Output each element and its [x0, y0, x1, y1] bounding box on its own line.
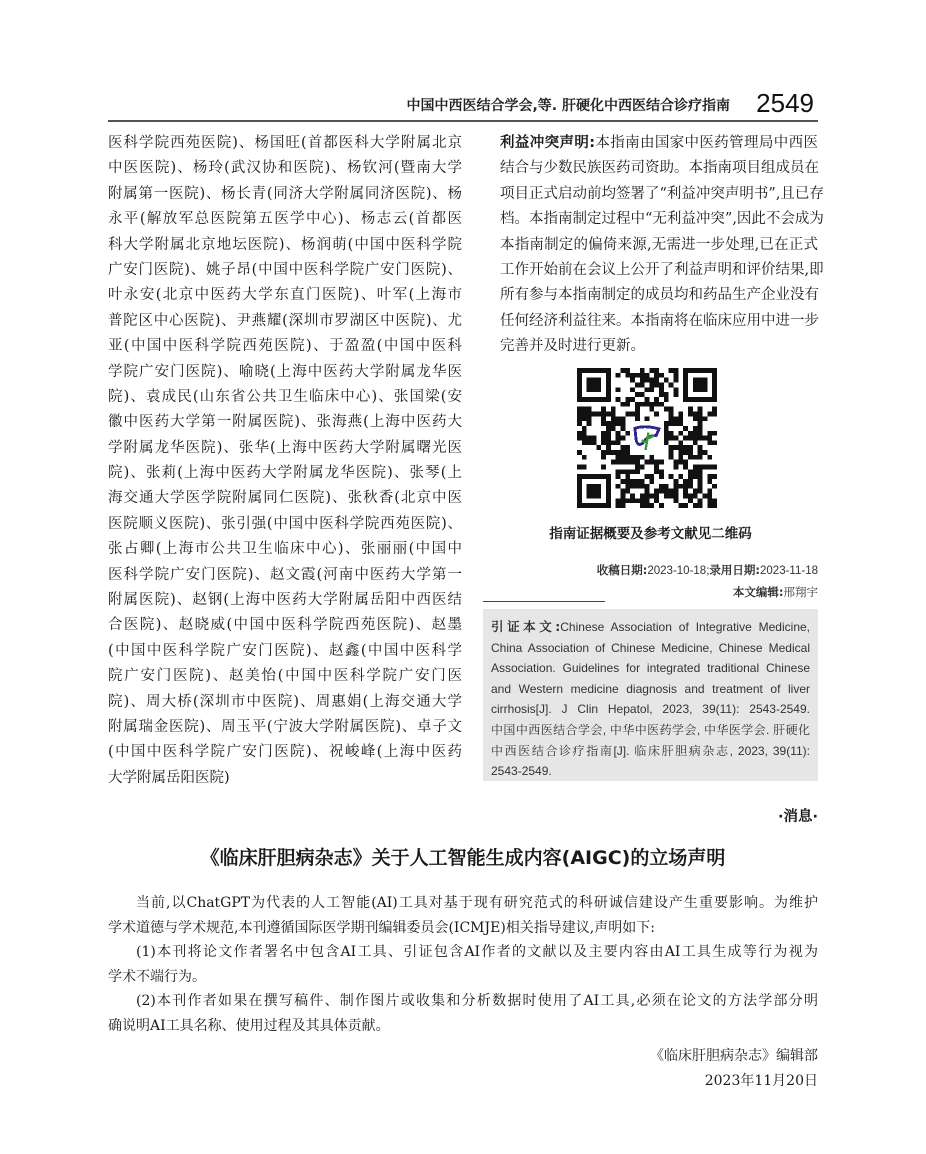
- text-segment: 所有参与本指南制定的成员均和药品生产企业没有: [500, 287, 819, 304]
- paragraph-line: 学术道德与学术规范,本刊遵循国际医学期刊编辑委员会(ICMJE)相关指导建议,声明如下:: [108, 919, 655, 936]
- text-line: 永平(解放军总医院第五医学中心)、杨志云(首都医: [108, 211, 462, 228]
- editor-name: 邢翔宇: [783, 587, 818, 599]
- received-label: 收稿日期:: [596, 563, 648, 577]
- running-title: 中国中西医结合学会,等. 肝硬化中西医结合诊疗指南: [406, 98, 730, 114]
- author-list-column: [108, 131, 462, 791]
- paragraph-line: 当前,以ChatGPT为代表的人工智能(AI)工具对基于现有研究范式的科研诚信建设产生重要影响。为维护: [136, 895, 818, 911]
- running-header: [108, 88, 818, 122]
- qr-code: [577, 368, 717, 508]
- text-line: 附属瑞金医院)、周玉平(宁波大学附属医院)、卓子文: [108, 718, 462, 735]
- text-line: 叶永安(北京中医药大学东直门医院)、叶军(上海市: [108, 287, 462, 304]
- editor-label: 本文编辑:: [732, 585, 784, 599]
- text-line: 医院顺义医院)、张引强(中国中医科学院西苑医院)、: [108, 515, 462, 532]
- text-line: [500, 258, 824, 283]
- citation-line: [491, 741, 810, 762]
- text-segment: 任何经济利益往来。本指南将在临床应用中进一步: [500, 312, 819, 329]
- news-body: [108, 891, 818, 1038]
- page-number: 2549: [756, 88, 814, 118]
- text-line: [500, 207, 824, 232]
- paragraph-line: 学术不端行为。: [108, 968, 206, 985]
- text-line: 普陀区中心医院)、尹燕耀(深圳市罗湖区中医院)、尤: [108, 312, 462, 329]
- text-line: [500, 182, 824, 207]
- article-dates: [597, 560, 818, 604]
- text-segment: Chinese Association of Integrative Medicine,: [560, 620, 810, 634]
- text-segment: 本指南由国家中医药管理局中西医: [595, 135, 818, 151]
- text-segment: 本指南制定的偏倚来源,无需进一步处理,已在正式: [500, 236, 818, 253]
- text-line: 张占卿(上海市公共卫生临床中心)、张丽丽(中国中: [108, 541, 462, 558]
- citation-line: [491, 679, 810, 700]
- citation-line: [491, 761, 810, 782]
- citation-box: [483, 609, 818, 781]
- text-line: (中国中医科学院广安门医院)、祝峻峰(上海中医药: [108, 744, 462, 761]
- text-line: 科大学附属北京地坛医院)、杨润萌(中国中医科学院: [108, 236, 462, 253]
- accepted-date: 2023-11-18: [760, 565, 818, 577]
- signature-date: 2023年11月20日: [704, 1073, 818, 1089]
- news-title: 《临床肝胆病杂志》关于人工智能生成内容(AIGC)的立场声明: [200, 847, 726, 869]
- citation-line: [491, 617, 810, 638]
- citation-label: 引证本文:: [491, 619, 561, 634]
- text-segment: 完善并及时进行更新。: [500, 338, 645, 355]
- text-line: 院)、袁成民(山东省公共卫生临床中心)、张国梁(安: [108, 388, 462, 405]
- accepted-label: 录用日期:: [709, 563, 761, 577]
- text-line: [500, 131, 818, 156]
- text-line: 海交通大学医学院附属同仁医院)、张秋香(北京中医: [108, 490, 462, 507]
- text-segment: 项目正式启动前均签署了“利益冲突声明书”,且已存: [500, 185, 824, 202]
- signature-org: 《临床肝胆病杂志》编辑部: [650, 1048, 818, 1064]
- text-segment: and Western medicine diagnosis and treatment of liver: [491, 681, 810, 696]
- text-line: [500, 233, 818, 258]
- conflict-of-interest-statement: [500, 131, 824, 360]
- text-line: 院)、张莉(上海中医药大学附属龙华医院)、张琴(上: [108, 465, 462, 482]
- text-line: 附属医院)、赵钢(上海中医药大学附属岳阳中西医结: [108, 592, 462, 609]
- text-line: 院)、周大桥(深圳市中医院)、周惠娟(上海交通大学: [108, 693, 462, 710]
- text-segment: 2543-2549.: [491, 764, 552, 779]
- text-segment: 工作开始前在会议上公开了利益声明和评价结果,即: [500, 261, 824, 278]
- text-line: 院广安门医院)、赵美怡(中国中医科学院广安门医: [108, 668, 462, 685]
- news-section-label: ·消息·: [777, 809, 818, 825]
- text-segment: 中西医结合诊疗指南[J]. 临床肝胆病杂志, 2023, 39(11):: [491, 743, 810, 758]
- paragraph-line: (2)本刊作者如果在撰写稿件、制作图片或收集和分析数据时使用了AI工具,必须在论文的方法学部分明: [136, 993, 818, 1009]
- text-line: 亚(中国中医科学院西苑医院)、于盈盈(中国中医科: [108, 338, 462, 355]
- text-line: 广安门医院)、姚子昂(中国中医科学院广安门医院)、: [108, 261, 462, 278]
- text-line: 中医医院)、杨玲(武汉协和医院)、杨钦河(暨南大学: [108, 160, 462, 177]
- citation-line: [491, 699, 810, 720]
- text-line: [500, 156, 818, 181]
- text-line: 徽中医药大学第一附属医院)、张海燕(上海中医药大: [108, 414, 462, 431]
- text-line: [500, 334, 818, 359]
- text-line: [500, 283, 818, 308]
- text-line: (中国中医科学院广安门医院)、赵鑫(中国中医科学: [108, 642, 462, 659]
- paragraph-line: 确说明AI工具名称、使用过程及其具体贡献。: [108, 1017, 390, 1034]
- divider: [483, 601, 605, 602]
- text-line: 附属第一医院)、杨长青(同济大学附属同济医院)、杨: [108, 185, 462, 202]
- text-segment: 结合与少数民族医药司资助。本指南项目组成员在: [500, 160, 819, 177]
- text-line: 合医院)、赵晓威(中国中医科学院西苑医院)、赵墨: [108, 617, 462, 634]
- text-segment: 中国中西医结合学会, 中华中医药学会, 中华医学会. 肝硬化: [491, 722, 810, 737]
- text-line: [500, 309, 818, 334]
- text-segment: 档。本指南制定过程中“无利益冲突”,因此不会成为: [500, 211, 824, 228]
- text-line: 学附属龙华医院)、张华(上海中医药大学附属曙光医: [108, 439, 462, 456]
- news-signature: [650, 1044, 818, 1094]
- text-segment: cirrhosis[J]. J Clin Hepatol, 2023, 39(11): 2543-2549.: [491, 702, 810, 717]
- citation-line: [491, 658, 810, 679]
- text-segment: Association. Guidelines for integrated traditional Chinese: [491, 661, 810, 676]
- text-line: 大学附属岳阳医院): [108, 769, 230, 786]
- text-line: 医科学院西苑医院)、杨国旺(首都医科大学附属北京: [108, 135, 462, 151]
- conflict-label: 利益冲突声明:: [500, 135, 595, 151]
- text-line: 医科学院广安门医院)、赵文霞(河南中医药大学第一: [108, 566, 462, 583]
- citation-line: [491, 720, 810, 741]
- citation-line: [491, 638, 810, 659]
- received-date: 2023-10-18;: [647, 565, 710, 577]
- text-segment: China Association of Chinese Medicine, Chinese Medical: [491, 640, 810, 655]
- text-line: 学院广安门医院)、喻晓(上海中医药大学附属龙华医: [108, 363, 462, 380]
- paragraph-line: (1)本刊将论文作者署名中包含AI工具、引证包含AI作者的文献以及主要内容由AI工具生成等行为视为: [136, 944, 818, 960]
- qr-caption: 指南证据概要及参考文献见二维码: [549, 526, 752, 542]
